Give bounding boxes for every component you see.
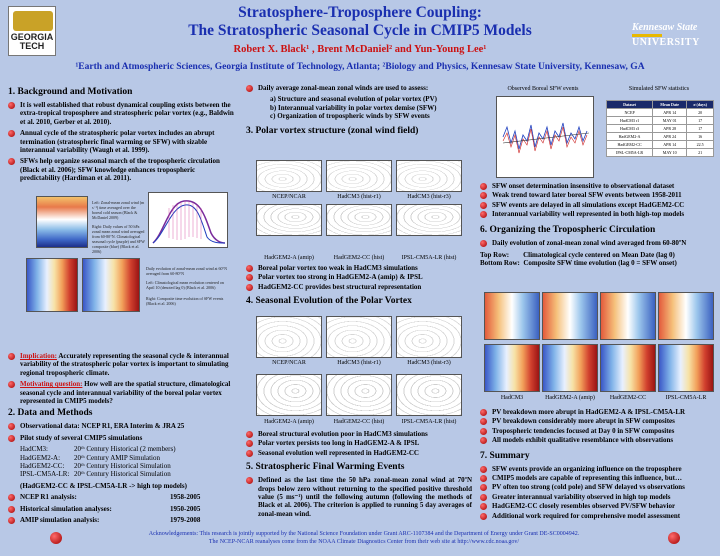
bullet: All models exhibit qualitative resemblance with observations	[480, 436, 714, 444]
section-7-title: 7. Summary	[480, 450, 530, 461]
panel-label: HadCM3 (hist-r3)	[407, 360, 451, 366]
figure-caption: Left: Zonal-mean zonal wind (m s⁻¹) time averaged over the boreal cold season (Black & McDaniel 2009)	[92, 200, 145, 220]
figure-sfw-composite	[82, 258, 140, 312]
panel-label: HadGEM2-A (amip)	[545, 395, 595, 401]
bullet: Daily average zonal-mean zonal winds are used to assess:	[246, 84, 472, 92]
figure-label: Simulated SFW statistics	[628, 86, 690, 92]
bullet: PV breakdown considerably more abrupt in SFW composites	[480, 417, 714, 425]
bullet: Pilot study of several CMIP5 simulations	[8, 434, 236, 442]
bullet: CMIP5 models are capable of representing this influence, but…	[480, 474, 714, 482]
section-1-title: 1. Background and Motivation	[8, 87, 133, 97]
kennesaw-state-logo: Kennesaw State UNIVERSITY	[632, 22, 700, 48]
panel-label: HadGEM2-CC	[609, 395, 647, 401]
period-row: AMIP simulation analysis: 1979-2008	[8, 516, 236, 524]
panel-hadcm3-r1-evolution	[326, 316, 392, 358]
figure-label: Observed Boreal SFW events	[507, 86, 579, 92]
model-list: HadCM3: 20ᵗʰ Century Historical (2 members) HadGEM2-A: 20ᵗʰ Century AMIP Simulation HadGEM2-CC: 20ᵗʰ Century Historical Simulation IPSL-CM5A-LR: 20ᵗʰ Century Historical Simulation	[20, 445, 176, 479]
bullet: Boreal structural evolution poor in HadCM3 simulations	[246, 430, 472, 438]
figure-caption: Right: Composite time evolution of SFW events (Black et al. 2006)	[146, 296, 224, 306]
figure-climatological-evolution	[26, 258, 78, 312]
panel-hadgem2a-structure	[256, 204, 322, 236]
panel-ipsl-climatology	[658, 292, 714, 340]
column-right-lower	[480, 408, 714, 521]
author-list: Robert X. Black¹ , Brent McDaniel² and Yun-Young Lee¹	[233, 44, 487, 55]
panel-hadgem2cc-sfw-composite	[600, 344, 656, 392]
panel-ipsl-sfw-composite	[658, 344, 714, 392]
panel-label: HadGEM2-A (amip)	[264, 419, 314, 425]
bullet: Observational data: NCEP R1, ERA Interim & JRA 25	[8, 422, 236, 430]
panel-label: HadGEM2-CC (hist)	[333, 419, 385, 425]
section-3-title: 3. Polar vortex structure (zonal wind field)	[246, 125, 419, 136]
bullet: Boreal polar vortex too weak in HadCM3 simulations	[246, 264, 472, 272]
bottom-row-note: Bottom Row: Composite SFW time evolution (lag 0 = SFW onset)	[480, 259, 677, 268]
figure-caption: Daily evolution of zonal-mean zonal wind at 60°N averaged from 60-80°N	[146, 266, 228, 276]
poster-title: Stratosphere-Troposphere Coupling: The Stratospheric Seasonal Cycle in CMIP5 Models	[188, 4, 532, 39]
panel-label: HadGEM2-A (amip)	[264, 255, 314, 261]
bullet: It is well established that robust dynamical coupling exists between the extra-tropical troposphere and stratospheric polar vortex (e.g., Baldwin et al. 2010, Gerber et al. 2010).	[8, 101, 236, 126]
panel-hadgem2cc-evolution	[326, 374, 392, 416]
bullet: Greater interannual variability observed in high top models	[480, 493, 714, 501]
top-row-note: Top Row: Climatological cycle centered on Mean Date (lag 0)	[480, 251, 675, 260]
bullet: Annual cycle of the stratospheric polar vortex includes an abrupt termination (stratospheric final warming or SFW) with sizable interannual variability (Waugh et al. 1999).	[8, 129, 236, 154]
bullet: Defined as the last time the 50 hPa zonal-mean zonal wind at 70ºN drops below zero without returning to the specified positive threshold value (5 ms⁻¹) until the following autumn (following the methods of Black et al. 2006). The criterion is applied to running 5 day averages of zonal-mean wind.	[246, 476, 472, 518]
bullet: Weak trend toward later boreal SFW events between 1958-2011	[480, 191, 714, 199]
bullet: Tropospheric tendencies focused at Day 0 in SFW composites	[480, 427, 714, 435]
bullet: SFW events are delayed in all simulations except HadGEM2-CC	[480, 201, 714, 209]
assessment-list: a) Structure and seasonal evolution of polar vortex (PV) b) Interannual variability in polar vortex demise (SFW) c) Organization of tropospheric winds by SFW events	[270, 95, 437, 121]
panel-label: NCEP/NCAR	[272, 360, 306, 366]
panel-hadgem2a-evolution	[256, 374, 322, 416]
panel-hadcm3-climatology	[484, 292, 540, 340]
column-left-lower	[8, 352, 236, 528]
high-top-note: (HadGEM2-CC & IPSL-CM5A-LR -> high top models)	[20, 481, 187, 490]
bullet: PV breakdown more abrupt in HadGEM2-A & IPSL-CM5A-LR	[480, 408, 714, 416]
panel-label: HadCM3 (hist-r1)	[337, 360, 381, 366]
panel-ncep-structure	[256, 160, 322, 192]
bullet: Additional work required for comprehensive model assessment	[480, 512, 714, 520]
bullet: SFWs help organize seasonal march of the tropospheric circulation (Black et al. 2006); SFW knowledge enhances tropospheric predictability (Hardiman et al. 2011).	[8, 157, 236, 182]
implication: Implication: Accurately representing the seasonal cycle & interannual variability of the stratospheric polar vortex is important to simulating regional tropospheric climate.	[8, 352, 236, 377]
bullet: SFW events provide an organizing influence on the troposphere	[480, 465, 714, 473]
georgia-tech-logo: GEORGIA TECH	[8, 6, 56, 56]
figure-caption: Right: Daily values of 50 hPa zonal mean zonal wind averaged from 60-80°N. Climatological seasonal cycle (purple) and SFW composite (blue) (Black et al. 2006)	[92, 224, 145, 254]
section-2-title: 2. Data and Methods	[8, 408, 93, 419]
period-row: NCEP R1 analysis: 1958-2005	[8, 493, 236, 501]
bullet: HadGEM2-CC closely resembles observed PV/SFW behavior	[480, 502, 714, 510]
panel-hadcm3-sfw-composite	[484, 344, 540, 392]
figure-observed-sfw-events	[496, 96, 594, 178]
acknowledgements: Acknowledgements: This research is jointly supported by the National Science Foundation under Grant ARC-1107384 and the Department of Energy under Grant DE-SC0004942. The NCEP-NCAR reanalyses come from the NOAA Climate Diagnostics Center from their web site at http://www.cdc.noaa.gov/	[148, 531, 580, 545]
column-middle	[246, 84, 472, 140]
bullet: Polar vortex too strong in HadGEM2-A (amip) & IPSL	[246, 273, 472, 281]
panel-label: HadCM3 (hist-r1)	[337, 194, 381, 200]
bullet: Seasonal evolution well represented in HadGEM2-CC	[246, 449, 472, 457]
panel-hadgem2cc-structure	[326, 204, 392, 236]
section-4-bullets	[246, 430, 472, 521]
panel-hadgem2cc-climatology	[600, 292, 656, 340]
panel-label: IPSL-CM5A-LR	[665, 395, 707, 401]
section-3-bullets	[246, 264, 472, 310]
panel-label: HadCM3 (hist-r3)	[407, 194, 451, 200]
panel-hadcm3-r3-evolution	[396, 316, 462, 358]
panel-hadcm3-r1-structure	[326, 160, 392, 192]
section-6-title: 6. Organizing the Tropospheric Circulation	[480, 224, 656, 235]
panel-label: NCEP/NCAR	[272, 194, 306, 200]
column-right	[480, 182, 714, 268]
panel-hadcm3-r3-structure	[396, 160, 462, 192]
panel-ncep-evolution	[256, 316, 322, 358]
figure-seasonal-cycle	[148, 192, 228, 248]
section-5-title: 5. Stratospheric Final Warming Events	[246, 462, 405, 473]
panel-hadgem2a-sfw-composite	[542, 344, 598, 392]
panel-ipsl-structure	[396, 204, 462, 236]
panel-label: IPSL-CM5A-LR (hist)	[401, 255, 457, 261]
bullet: Polar vortex persists too long in HadGEM2-A & IPSL	[246, 439, 472, 447]
figure-zonal-wind-cross-section	[36, 196, 88, 248]
bullet: PV often too strong (cold pole) and SFW delayed vs observations	[480, 483, 714, 491]
panel-ipsl-evolution	[396, 374, 462, 416]
bullet: Daily evolution of zonal-mean zonal wind averaged from 60-80ºN	[480, 239, 714, 247]
bullet-icon	[668, 532, 680, 544]
motivating-question: Motivating question: How well are the spatial structure, climatological seasonal cycle and interannual variability of the boreal polar vortex represented in CMIP5 models?	[8, 380, 236, 405]
bullet: HadGEM2-CC provides best structural representation	[246, 283, 472, 291]
figure-caption: Left: Climatological mean evolution centered on April 10 (denoted lag 0) (Black et al. 2006)	[146, 280, 224, 290]
poster-header	[0, 0, 720, 84]
section-4-title: 4. Seasonal Evolution of the Polar Vortex	[246, 296, 412, 307]
panel-label: HadCM3	[500, 395, 524, 401]
period-row: Historical simulation analyses: 1950-2005	[8, 505, 236, 513]
panel-label: IPSL-CM5A-LR (hist)	[401, 419, 457, 425]
panel-label: HadGEM2-CC (hist)	[333, 255, 385, 261]
sfw-statistics-table: Dataset Mean Date σ (days) NCEP APR 14 20 HadCM3 r1 MAY 01 17 HadCM3 r3 APR 28 17 HadGEM2-A APR 24 16 HadGEM2-CC APR 14 22.5 IPSL-CM5A-LR MAY 10 21	[606, 100, 714, 157]
affiliations: ¹Earth and Atmospheric Sciences, Georgia Institute of Technology, Atlanta; ²Biology and Physics, Kennesaw State University, Kennesaw, GA	[75, 62, 645, 72]
column-left	[8, 84, 236, 186]
bullet: SFW onset determination insensitive to observational dataset	[480, 182, 714, 190]
bullet: Interannual variability well represented in both high-top models	[480, 210, 714, 218]
panel-hadgem2a-climatology	[542, 292, 598, 340]
bullet-icon	[50, 532, 62, 544]
